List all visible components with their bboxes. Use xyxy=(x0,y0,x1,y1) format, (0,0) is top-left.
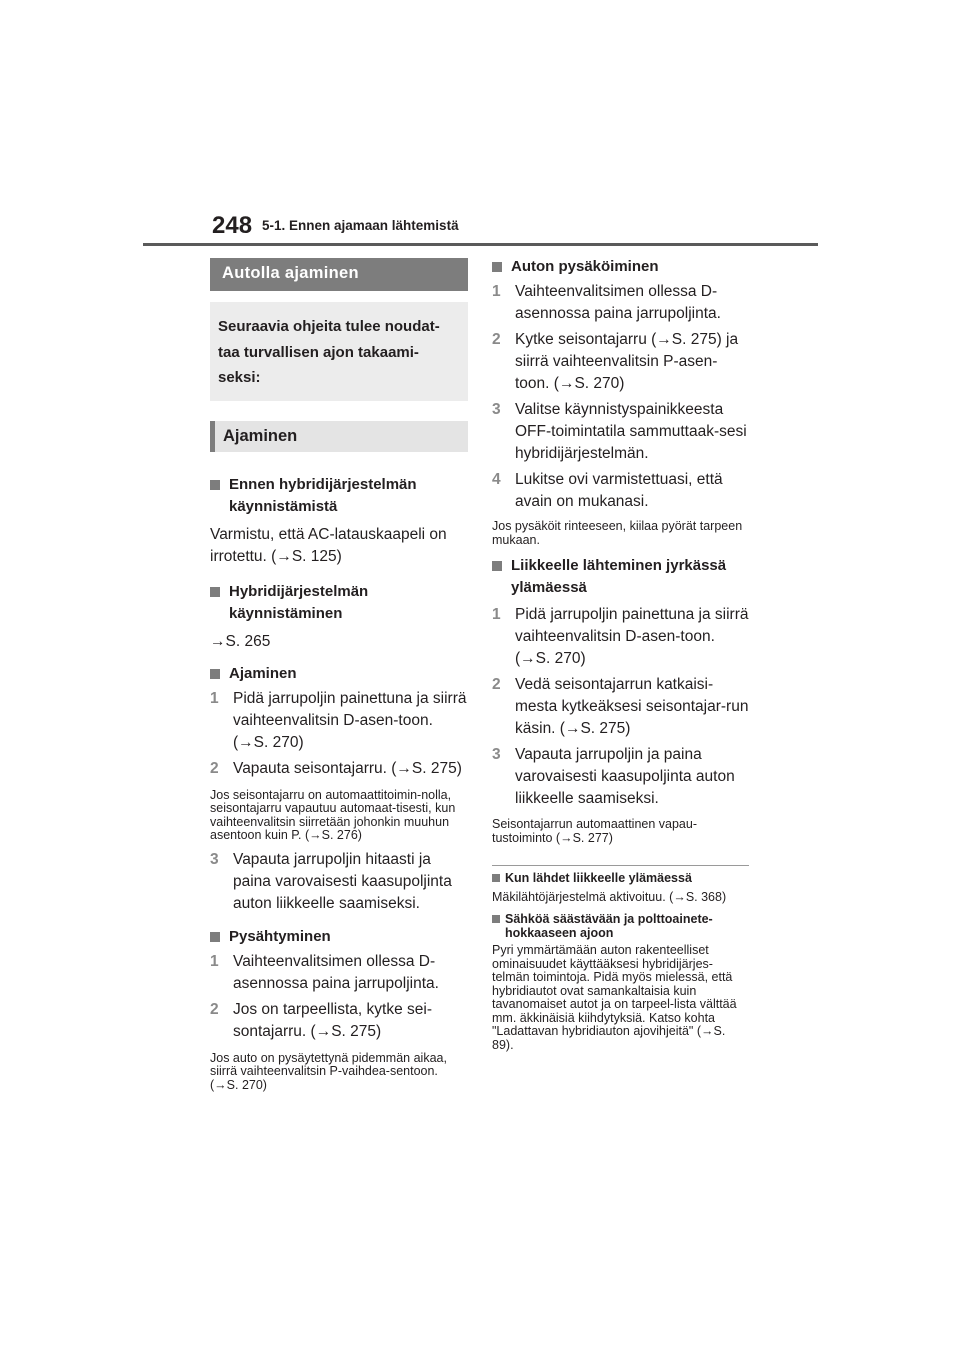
step-text: Pidä jarrupoljin painettuna ja siirrä vaihteenvalitsin D-asen-toon. (→S. 270) xyxy=(515,606,749,667)
step-number: 2 xyxy=(492,676,501,693)
step-text: Lukitse ovi varmistettuasi, että avain on mukanasi. xyxy=(515,471,723,510)
heading-driving xyxy=(210,663,468,685)
heading-text: Hybridijärjestelmän käynnistäminen xyxy=(229,582,369,622)
step-item xyxy=(492,674,750,740)
step-number: 2 xyxy=(210,1000,219,1018)
note-driving: Jos seisontajarru on automaattitoimin-nolla, seisontajarru vapautuu automaat-tisesti, kun vaihteenvalitsin siirretään johonkin muuhun asentoon kuin P. (→S. 276) xyxy=(210,787,456,842)
step-text: Valitse käynnistyspainikkeesta OFF-toimintatila sammuttaak-sesi hybridijärjestelmän. xyxy=(515,401,747,462)
step-number: 3 xyxy=(210,850,219,868)
page-number: 248 xyxy=(212,212,253,239)
step-number: 3 xyxy=(492,746,501,763)
sub-heading-ajaminen: Ajaminen xyxy=(210,421,468,452)
subsection-divider xyxy=(492,865,749,866)
paragraph-starting: →S. 265 xyxy=(210,632,271,650)
step-number: 1 xyxy=(492,606,501,623)
bullet-square-icon xyxy=(210,932,220,942)
bullet-square-icon xyxy=(492,561,502,571)
step-number: 1 xyxy=(210,689,219,707)
subheading-text: Kun lähdet liikkeelle ylämäessä xyxy=(505,871,692,885)
bullet-square-icon xyxy=(210,587,220,597)
step-item xyxy=(210,951,468,995)
step-item xyxy=(210,688,468,754)
step-text: Vaihteenvalitsimen ollessa D-asennossa paina jarrupoljinta. xyxy=(515,283,721,322)
step-number: 3 xyxy=(492,401,501,418)
step-number: 2 xyxy=(492,331,501,348)
step-item xyxy=(210,849,468,915)
note-uphill: Seisontajarrun automaattinen vapau-tustoiminto (→S. 277) xyxy=(492,817,697,845)
step-text: Vapauta jarrupoljin ja paina varovaisesti kaasupoljinta auton liikkeelle saamiseksi. xyxy=(515,746,735,807)
step-item xyxy=(210,999,468,1043)
subbody-uphill-start: Mäkilähtöjärjestelmä aktivoituu. (→S. 368) xyxy=(492,889,727,904)
heading-text: Auton pysäköiminen xyxy=(511,258,659,275)
main-heading: Autolla ajaminen xyxy=(210,258,468,291)
bullet-square-icon xyxy=(492,915,500,923)
step-item xyxy=(210,758,468,780)
heading-starting xyxy=(210,581,468,625)
step-item xyxy=(492,281,750,325)
bullet-square-icon xyxy=(210,480,220,490)
step-text: Kytke seisontajarru (→S. 275) ja siirrä vaihteenvalitsin P-asen-toon. (→S. 270) xyxy=(515,331,739,392)
step-item xyxy=(492,399,750,465)
bullet-square-icon xyxy=(210,669,220,679)
intro-box: Seuraavia ohjeita tulee noudat-taa turvallisen ajon takaami-seksi: xyxy=(210,302,468,401)
step-text: Vapauta jarrupoljin hitaasti ja paina varovaisesti kaasupoljinta auton liikkeelle saamiseksi. xyxy=(233,850,452,912)
step-item xyxy=(492,329,750,395)
step-number: 2 xyxy=(210,759,219,777)
note-parking: Jos pysäköit rinteeseen, kiilaa pyörät tarpeen mukaan. xyxy=(492,519,743,547)
step-text: Pidä jarrupoljin painettuna ja siirrä vaihteenvalitsin D-asen-toon. (→S. 270) xyxy=(233,689,467,751)
step-text: Jos on tarpeellista, kytke sei-sontajarru. (→S. 275) xyxy=(233,1000,433,1040)
step-text: Vaihteenvalitsimen ollessa D-asennossa paina jarrupoljinta. xyxy=(233,952,439,992)
heading-text: Ennen hybridijärjestelmän käynnistämistä xyxy=(229,475,417,515)
heading-uphill xyxy=(492,555,750,599)
step-text: Vedä seisontajarrun katkaisi-mesta kytkeäksesi seisontajar-run käsin. (→S. 275) xyxy=(515,676,749,737)
step-number: 1 xyxy=(492,283,501,300)
heading-stopping xyxy=(210,926,468,948)
right-column xyxy=(492,256,750,1052)
step-item xyxy=(492,469,750,513)
heading-parking xyxy=(492,256,750,278)
section-title: 5-1. Ennen ajamaan lähtemistä xyxy=(262,218,459,233)
note-stopping: Jos auto on pysäytettynä pidemmän aikaa, siirrä vaihteenvalitsin P-vaihdea-sentoon. (→S. 270) xyxy=(210,1050,447,1092)
left-column xyxy=(210,258,468,1092)
subheading-text: Sähköä säästävään ja polttoainete-hokkaaseen ajoon xyxy=(505,912,713,940)
step-number: 4 xyxy=(492,471,501,488)
step-text: Vapauta seisontajarru. (→S. 275) xyxy=(233,759,462,777)
step-item xyxy=(492,604,750,670)
step-item xyxy=(492,744,750,810)
paragraph-before-start: Varmistu, että AC-latauskaapeli on irrotettu. (→S. 125) xyxy=(210,525,447,565)
heading-text: Ajaminen xyxy=(229,664,297,682)
heading-text: Pysähtyminen xyxy=(229,927,331,945)
header-divider xyxy=(143,243,818,246)
bullet-square-icon xyxy=(492,262,502,272)
heading-before-start xyxy=(210,474,468,518)
bullet-square-icon xyxy=(492,874,500,882)
subbody-eco-driving: Pyri ymmärtämään auton rakenteelliset ominaisuudet käyttääksesi hybridijärjes-telmän toimintoja. Pidä myös mielessä, että hybridiautot ovat samankaltaisia kuin tavanomaiset autot ja on tarpeel-lista välttää mm. äkkinäisiä kiihdytyksiä. Katso kohta "Ladattavan hybridiauton ajovihjeitä" (→S. 89). xyxy=(492,943,737,1052)
heading-text: Liikkeelle lähteminen jyrkässä ylämäessä xyxy=(511,557,727,596)
step-number: 1 xyxy=(210,952,219,970)
subheading-eco-driving xyxy=(492,913,750,940)
subheading-uphill-start xyxy=(492,872,750,886)
